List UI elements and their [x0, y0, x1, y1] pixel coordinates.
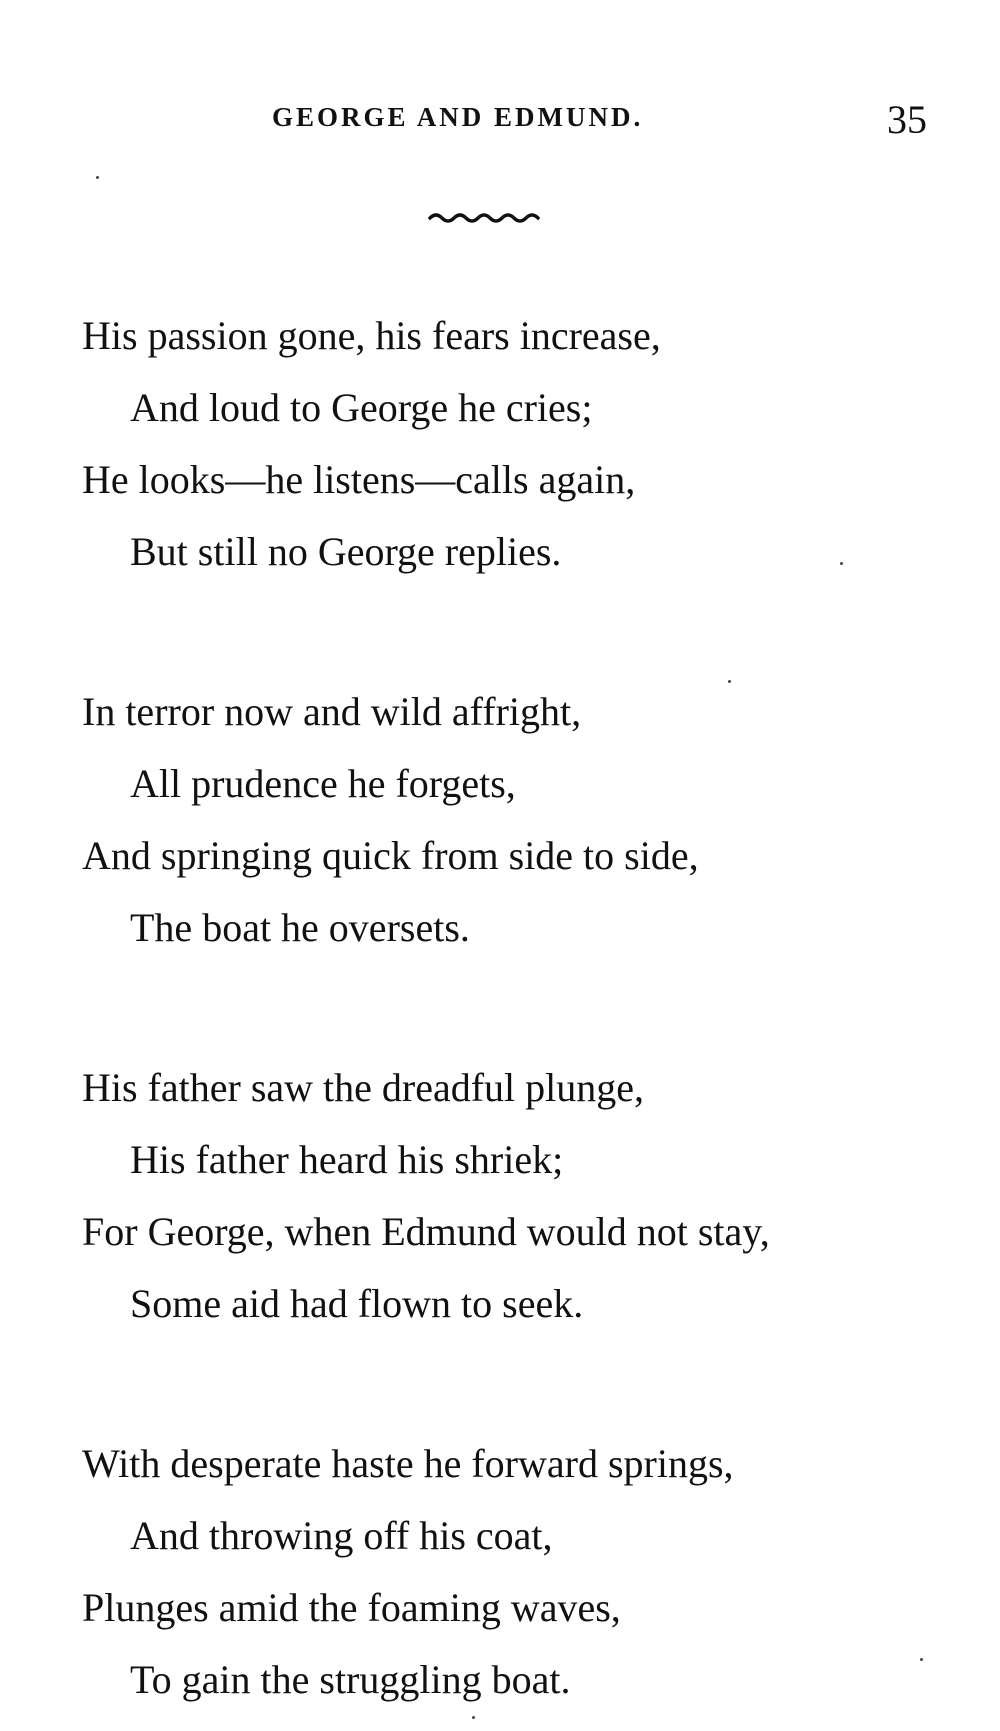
- page-number: 35: [887, 97, 927, 142]
- poem-line: For George, when Edmund would not stay,: [82, 1209, 770, 1254]
- running-head: [0, 96, 1000, 140]
- poem-line: And loud to George he cries;: [130, 385, 593, 430]
- poem-line: And throwing off his coat,: [130, 1513, 553, 1558]
- poem: [0, 300, 1000, 1716]
- poem-line: But still no George replies.: [130, 529, 562, 574]
- poem-line: Plunges amid the foaming waves,: [82, 1585, 621, 1630]
- poem-line: And springing quick from side to side,: [82, 833, 699, 878]
- stanza: [0, 300, 1000, 588]
- print-speck: [96, 176, 99, 179]
- poem-line: With desperate haste he forward springs,: [82, 1441, 734, 1486]
- stanza: [0, 676, 1000, 964]
- poem-line: His passion gone, his fears increase,: [82, 313, 661, 358]
- poem-line: His father saw the dreadful plunge,: [82, 1065, 645, 1110]
- stanza: [0, 1428, 1000, 1716]
- poem-line: All prudence he forgets,: [130, 761, 516, 806]
- print-speck: [840, 562, 843, 565]
- poem-line: To gain the struggling boat.: [130, 1657, 571, 1702]
- print-speck: [472, 1716, 475, 1719]
- print-speck: [920, 1658, 923, 1661]
- wavy-rule-ornament-icon: [428, 210, 548, 226]
- stanza: [0, 1052, 1000, 1340]
- poem-line: In terror now and wild affright,: [82, 689, 582, 734]
- running-title: GEORGE AND EDMUND.: [272, 102, 644, 132]
- poem-line: His father heard his shriek;: [130, 1137, 564, 1182]
- poem-line: He looks—he listens—calls again,: [82, 457, 636, 502]
- print-speck: [728, 680, 731, 683]
- poem-line: Some aid had flown to seek.: [130, 1281, 584, 1326]
- poem-line: The boat he oversets.: [130, 905, 470, 950]
